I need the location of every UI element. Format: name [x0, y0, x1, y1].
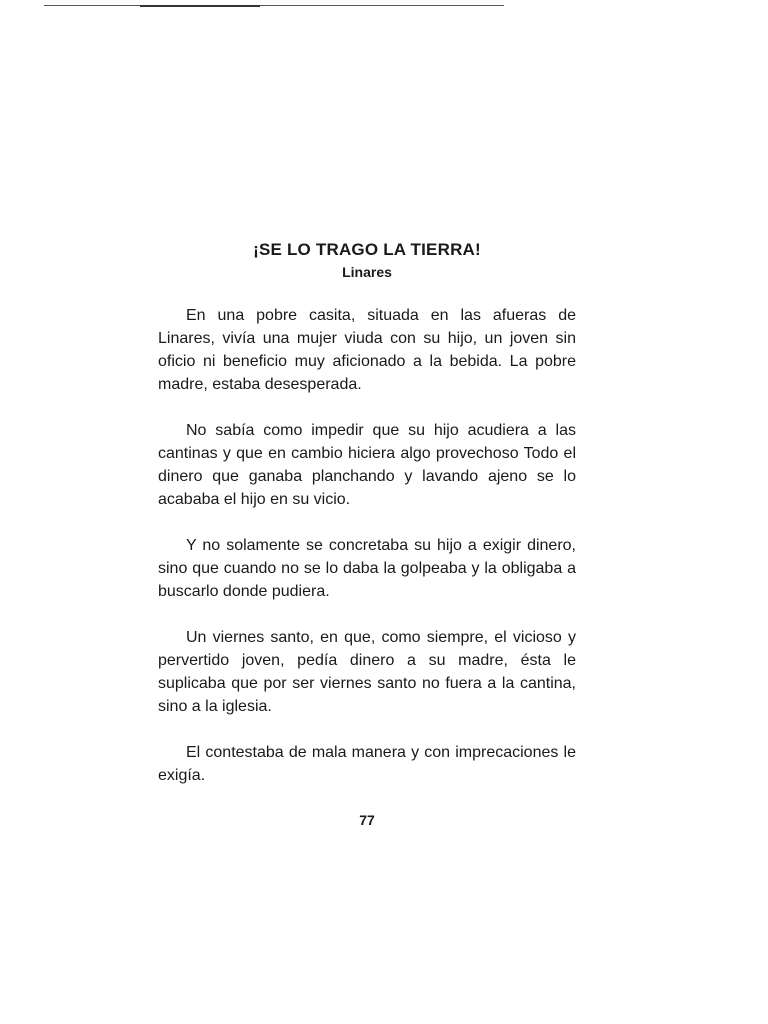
- paragraph-1: En una pobre casita, situada en las afueras de Linares, vivía una mujer viuda con su hijo, un joven sin oficio ni beneficio muy aficionado a la bebida. La pobre madre, estaba desesperada.: [158, 307, 576, 393]
- header-rule-accent: [140, 5, 260, 7]
- paragraph-2: No sabía como impedir que su hijo acudiera a las cantinas y que en cambio hiciera algo provechoso Todo el dinero que ganaba planchando y lavando ajeno se lo acababa el hijo en su vicio.: [158, 422, 576, 508]
- header-rule: [44, 5, 504, 6]
- story-title: ¡SE LO TRAGO LA TIERRA!: [253, 240, 481, 259]
- paragraph-3: Y no solamente se concretaba su hijo a exigir dinero, sino que cuando no se lo daba la golpeaba y la obligaba a buscarlo donde pudiera.: [158, 537, 576, 600]
- paragraph-5: El contestaba de mala manera y con imprecaciones le exigía.: [158, 744, 576, 784]
- page-number: 77: [359, 812, 375, 828]
- story-location: Linares: [342, 264, 392, 280]
- page-body: [158, 238, 576, 830]
- paragraph-4: Un viernes santo, en que, como siempre, el vicioso y pervertido joven, pedía dinero a su madre, ésta le suplicaba que por ser viernes santo no fuera a la cantina, sino a la iglesia.: [158, 629, 576, 715]
